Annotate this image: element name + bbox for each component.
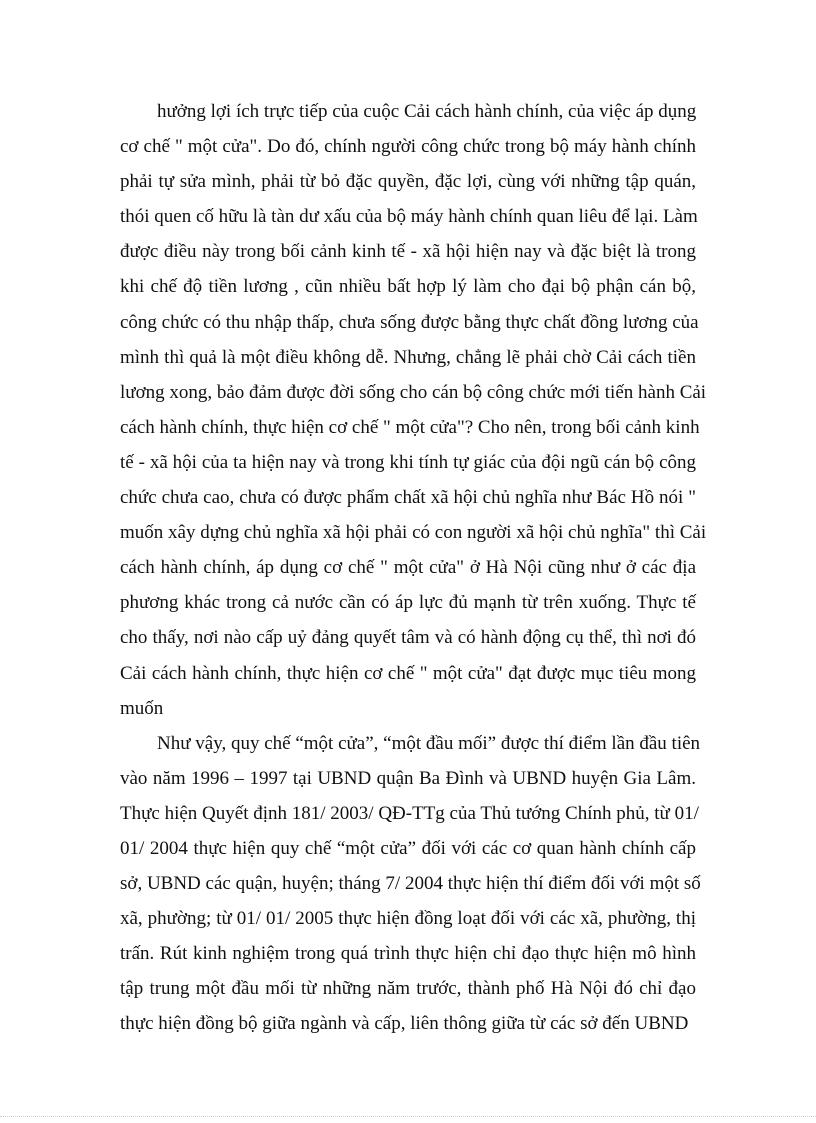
text-line: Thực hiện Quyết định 181/ 2003/ QĐ-TTg của Thủ tướng Chính phủ, từ 01/	[120, 802, 699, 824]
text-line: được điều này trong bối cảnh kinh tế - xã hội hiện nay và đặc biệt là trong	[120, 241, 696, 263]
text-line: tế - xã hội của ta hiện nay và trong khi tính tự giác của đội ngũ cán bộ công	[120, 451, 696, 473]
text-line: thói quen cố hữu là tàn dư xấu của bộ máy hành chính quan liêu để lại. Làm	[120, 206, 698, 228]
text-line: khi chế độ tiền lương , cũn nhiều bất hợp lý làm cho đại bộ phận cán bộ,	[120, 276, 696, 298]
text-line: cách hành chính, áp dụng cơ chế " một cửa" ở Hà Nội cũng như ở các địa	[120, 557, 696, 579]
text-line: tập trung một đầu mối từ những năm trước, thành phố Hà Nội đó chỉ đạo	[120, 978, 696, 1000]
text-line: chức chưa cao, chưa có được phẩm chất xã hội chủ nghĩa như Bác Hồ nói "	[120, 487, 696, 509]
text-line: phương khác trong cả nước cần có áp lực đủ mạnh từ trên xuống. Thực tế	[120, 592, 696, 614]
text-line: phải tự sửa mình, phải từ bỏ đặc quyền, đặc lợi, cùng với những tập quán,	[120, 171, 696, 193]
paragraph-2	[120, 726, 701, 1042]
text-line: thực hiện đồng bộ giữa ngành và cấp, liên thông giữa từ các sở đến UBND	[120, 1013, 689, 1035]
document-body	[120, 94, 707, 1042]
text-line: cách hành chính, thực hiện cơ chế " một cửa"? Cho nên, trong bối cảnh kinh	[120, 416, 700, 438]
text-line: cho thấy, nơi nào cấp uỷ đảng quyết tâm và có hành động cụ thể, thì nơi đó	[120, 627, 696, 649]
text-line: vào năm 1996 – 1997 tại UBND quận Ba Đình và UBND huyện Gia Lâm.	[120, 767, 696, 789]
text-line: hưởng lợi ích trực tiếp của cuộc Cải cách hành chính, của việc áp dụng	[157, 101, 697, 122]
text-line: muốn xây dựng chủ nghĩa xã hội phải có con người xã hội chủ nghĩa" thì Cải	[120, 522, 707, 544]
page-bottom-border	[0, 1116, 816, 1117]
text-line: xã, phường; từ 01/ 01/ 2005 thực hiện đồng loạt đối với các xã, phường, thị	[120, 908, 696, 930]
text-line: lương xong, bảo đảm được đời sống cho cán bộ công chức mới tiến hành Cải	[120, 381, 707, 403]
text-line: Như vậy, quy chế “một cửa”, “một đầu mối” được thí điểm lần đầu tiên	[157, 732, 701, 754]
text-line: sở, UBND các quận, huyện; tháng 7/ 2004 thực hiện thí điểm đối với một số	[120, 873, 701, 895]
text-line: 01/ 2004 thực hiện quy chế “một cửa” đối với các cơ quan hành chính cấp	[120, 837, 696, 859]
paragraph-1	[120, 94, 707, 726]
text-line: cơ chế " một cửa". Do đó, chính người công chức trong bộ máy hành chính	[120, 136, 696, 158]
text-line: muốn	[120, 697, 164, 719]
text-line: Cải cách hành chính, thực hiện cơ chế " một cửa" đạt được mục tiêu mong	[120, 662, 696, 684]
text-line: mình thì quả là một điều không dễ. Nhưng, chẳng lẽ phải chờ Cải cách tiền	[120, 346, 696, 368]
text-line: công chức có thu nhập thấp, chưa sống được bằng thực chất đồng lương của	[120, 311, 699, 333]
text-line: trấn. Rút kinh nghiệm trong quá trình thực hiện chỉ đạo thực hiện mô hình	[120, 943, 696, 965]
